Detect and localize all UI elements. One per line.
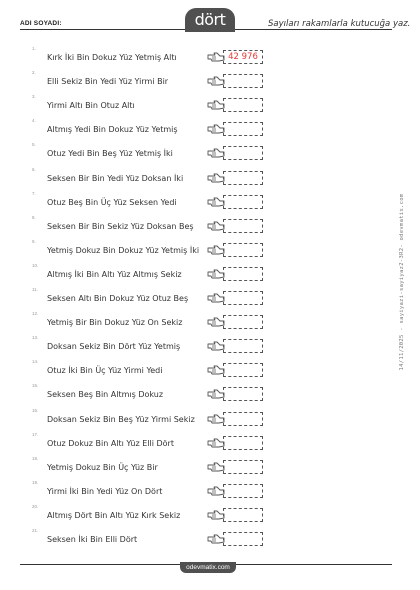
answer-box[interactable] xyxy=(223,291,263,305)
row-number: 14. xyxy=(32,359,39,365)
number-words: Doksan Sekiz Bin Beş Yüz Yirmi Sekiz xyxy=(47,414,195,424)
exercise-row xyxy=(0,287,420,311)
number-words: Altmış İki Bin Altı Yüz Altmış Sekiz xyxy=(47,269,182,279)
number-words: Otuz Yedi Bin Beş Yüz Yetmiş İki xyxy=(47,149,173,159)
number-words: Seksen Bir Bin Yedi Yüz Doksan İki xyxy=(47,173,184,183)
watermark: 14/11/2025 - sayiyazi-sayiyaz2-3R2- odevmatix.com xyxy=(399,193,405,371)
number-words: Seksen Bir Bin Sekiz Yüz Doksan Beş xyxy=(47,221,194,231)
row-number: 17. xyxy=(32,431,39,437)
answer-box[interactable] xyxy=(223,315,263,329)
exercise-row xyxy=(0,70,420,94)
answer-box[interactable] xyxy=(223,508,263,522)
answer-box[interactable]: 42 976 xyxy=(223,50,263,64)
footer-rule-left xyxy=(20,564,180,565)
exercise-row xyxy=(0,528,420,552)
answer-box[interactable] xyxy=(223,412,263,426)
answer-box[interactable] xyxy=(223,363,263,377)
number-words: Altmış Yedi Bin Dokuz Yüz Yetmiş xyxy=(47,125,178,135)
exercise-row xyxy=(0,383,420,407)
name-label: ADI SOYADI: xyxy=(20,20,62,27)
exercise-row xyxy=(0,335,420,359)
exercise-row xyxy=(0,215,420,239)
number-words: Yirmi Altı Bin Otuz Altı xyxy=(47,101,135,111)
answer-box[interactable] xyxy=(223,219,263,233)
exercise-row xyxy=(0,263,420,287)
answer-box[interactable] xyxy=(223,460,263,474)
row-number: 6. xyxy=(32,166,36,172)
row-number: 12. xyxy=(32,311,39,317)
footer-site-badge: odevmatix.com xyxy=(180,562,236,573)
exercise-row xyxy=(0,191,420,215)
number-words: Doksan Sekiz Bin Dört Yüz Yetmiş xyxy=(47,342,181,352)
answer-box[interactable] xyxy=(223,267,263,281)
footer-rule-right xyxy=(236,564,392,565)
answer-box[interactable] xyxy=(223,532,263,546)
row-number: 21. xyxy=(32,528,39,533)
row-number: 9. xyxy=(32,238,36,244)
answer-box[interactable] xyxy=(223,171,263,185)
number-words: Seksen Beş Bin Altmış Dokuz xyxy=(47,390,164,400)
number-words: Yetmiş Bir Bin Dokuz Yüz On Sekiz xyxy=(47,318,183,328)
row-number: 16. xyxy=(32,407,39,413)
row-number: 8. xyxy=(32,214,36,220)
exercise-row xyxy=(0,480,420,504)
exercise-row xyxy=(0,359,420,383)
row-number: 13. xyxy=(32,335,39,341)
exercise-row xyxy=(0,408,420,432)
exercise-row xyxy=(0,239,420,263)
answer-box[interactable] xyxy=(223,74,263,88)
number-words: Seksen İki Bin Elli Dört xyxy=(47,535,138,544)
answer-box[interactable] xyxy=(223,195,263,209)
number-words: Seksen Altı Bin Dokuz Yüz Otuz Beş xyxy=(47,294,189,303)
row-number: 2. xyxy=(32,70,36,76)
answer-box[interactable] xyxy=(223,387,263,401)
exercise-row xyxy=(0,167,420,191)
exercise-row xyxy=(0,94,420,118)
number-word-badge: dört xyxy=(185,8,235,32)
row-number: 11. xyxy=(32,287,38,292)
exercise-row xyxy=(0,311,420,335)
number-words: Otuz İki Bin Üç Yüz Yirmi Yedi xyxy=(47,366,163,376)
row-number: 18. xyxy=(32,455,39,461)
exercise-row xyxy=(0,118,420,142)
answer-box[interactable] xyxy=(223,484,263,498)
number-words: Otuz Beş Bin Üç Yüz Seksen Yedi xyxy=(47,197,177,207)
row-number: 3. xyxy=(32,94,36,100)
number-words: Yetmiş Dokuz Bin Üç Yüz Bir xyxy=(47,462,158,472)
row-number: 15. xyxy=(32,383,39,389)
answer-box[interactable] xyxy=(223,98,263,112)
row-number: 20. xyxy=(32,503,39,509)
exercise-row xyxy=(0,142,420,166)
exercise-row xyxy=(0,46,420,70)
answer-box[interactable] xyxy=(223,339,263,353)
number-words: Altmış Dört Bin Altı Yüz Kırk Sekiz xyxy=(47,510,181,520)
instruction-text: Sayıları rakamlarla kutucuğa yaz. xyxy=(268,19,411,29)
row-number: 5. xyxy=(32,142,36,148)
number-words: Otuz Dokuz Bin Altı Yüz Elli Dört xyxy=(47,438,174,448)
number-words: Yirmi İki Bin Yedi Yüz On Dört xyxy=(47,486,163,496)
answer-box[interactable] xyxy=(223,146,263,160)
answer-box[interactable] xyxy=(223,436,263,450)
exercise-row xyxy=(0,456,420,480)
row-number: 19. xyxy=(32,479,39,485)
row-number: 1. xyxy=(32,46,36,51)
number-words: Yetmiş Dokuz Bin Dokuz Yüz Yetmiş İki xyxy=(47,245,200,255)
answer-box[interactable] xyxy=(223,122,263,136)
exercise-row xyxy=(0,504,420,528)
answer-box[interactable] xyxy=(223,243,263,257)
row-number: 7. xyxy=(32,190,36,196)
number-words: Elli Sekiz Bin Yedi Yüz Yirmi Bir xyxy=(47,77,169,87)
exercise-row xyxy=(0,432,420,456)
row-number: 4. xyxy=(32,118,36,124)
row-number: 10. xyxy=(32,262,39,268)
number-words: Kırk İki Bin Dokuz Yüz Yetmiş Altı xyxy=(47,53,177,62)
